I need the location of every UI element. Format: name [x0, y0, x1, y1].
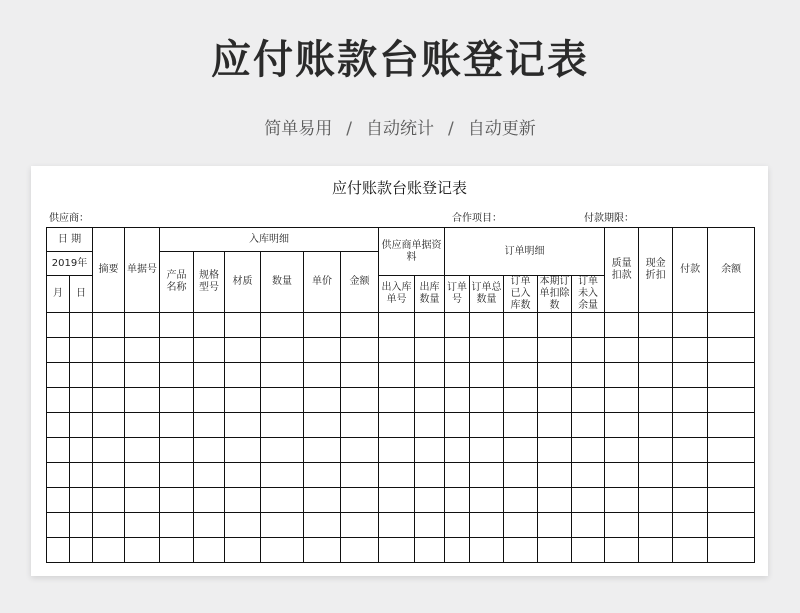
- ledger-cell[interactable]: [261, 363, 304, 388]
- order-total-qty-header: 订单总 数量: [470, 276, 504, 313]
- ledger-cell[interactable]: [160, 538, 194, 563]
- ledger-cell[interactable]: [504, 438, 538, 463]
- ledger-cell[interactable]: [445, 313, 470, 338]
- ledger-row: [47, 488, 755, 513]
- ledger-cell[interactable]: [93, 488, 125, 513]
- ledger-cell[interactable]: [304, 438, 341, 463]
- ledger-cell[interactable]: [125, 488, 160, 513]
- ledger-cell[interactable]: [470, 313, 504, 338]
- summary-header: 摘要: [93, 228, 125, 313]
- ledger-cell[interactable]: [415, 463, 445, 488]
- ledger-cell[interactable]: [194, 413, 225, 438]
- ledger-cell[interactable]: [445, 513, 470, 538]
- spec-model-header: 规格 型号: [194, 252, 225, 313]
- ledger-cell[interactable]: [125, 438, 160, 463]
- ledger-cell[interactable]: [639, 488, 673, 513]
- ledger-cell[interactable]: [639, 363, 673, 388]
- ledger-cell[interactable]: [304, 413, 341, 438]
- ledger-cell[interactable]: [160, 363, 194, 388]
- ledger-cell[interactable]: [160, 313, 194, 338]
- ledger-cell[interactable]: [379, 338, 415, 363]
- ledger-cell[interactable]: [261, 413, 304, 438]
- ledger-cell[interactable]: [415, 413, 445, 438]
- ledger-cell[interactable]: [504, 388, 538, 413]
- ledger-cell[interactable]: [379, 538, 415, 563]
- inbound-group-header: 入库明细: [160, 228, 379, 252]
- ledger-cell[interactable]: [93, 463, 125, 488]
- ledger-cell[interactable]: [639, 438, 673, 463]
- ledger-cell[interactable]: [708, 413, 755, 438]
- order-stocked-header: 订单 已入 库数: [504, 276, 538, 313]
- ledger-cell[interactable]: [504, 538, 538, 563]
- ledger-cell[interactable]: [673, 463, 708, 488]
- ledger-cell[interactable]: [261, 463, 304, 488]
- ledger-cell[interactable]: [341, 538, 379, 563]
- ledger-cell[interactable]: [470, 413, 504, 438]
- ledger-cell[interactable]: [504, 363, 538, 388]
- quality-deduction-header: 质量 扣款: [605, 228, 639, 313]
- ledger-cell[interactable]: [673, 338, 708, 363]
- ledger-cell[interactable]: [160, 463, 194, 488]
- ledger-cell[interactable]: [572, 313, 605, 338]
- ledger-cell[interactable]: [225, 388, 261, 413]
- ledger-cell[interactable]: [572, 363, 605, 388]
- ledger-cell[interactable]: [225, 513, 261, 538]
- ledger-cell[interactable]: [415, 488, 445, 513]
- ledger-cell[interactable]: [125, 388, 160, 413]
- ledger-cell[interactable]: [261, 313, 304, 338]
- ledger-cell[interactable]: [673, 438, 708, 463]
- ledger-cell[interactable]: [538, 363, 572, 388]
- ledger-cell[interactable]: [125, 338, 160, 363]
- hero-title: 应付账款台账登记表: [211, 37, 589, 83]
- order-remaining-header: 订单 未入 余量: [572, 276, 605, 313]
- ledger-cell[interactable]: [341, 338, 379, 363]
- year-header: 2019年: [47, 252, 93, 276]
- ledger-cell[interactable]: [70, 413, 93, 438]
- ledger-cell[interactable]: [341, 488, 379, 513]
- ledger-cell[interactable]: [538, 438, 572, 463]
- ledger-cell[interactable]: [304, 538, 341, 563]
- ledger-cell[interactable]: [304, 463, 341, 488]
- ledger-cell[interactable]: [572, 538, 605, 563]
- day-header: 日: [70, 276, 93, 313]
- ledger-cell[interactable]: [504, 338, 538, 363]
- ledger-cell[interactable]: [470, 363, 504, 388]
- ledger-cell[interactable]: [445, 463, 470, 488]
- ledger-cell[interactable]: [470, 488, 504, 513]
- ledger-cell[interactable]: [605, 388, 639, 413]
- ledger-cell[interactable]: [379, 388, 415, 413]
- ledger-cell[interactable]: [194, 463, 225, 488]
- ledger-cell[interactable]: [708, 513, 755, 538]
- ledger-cell[interactable]: [304, 363, 341, 388]
- unit-price-header: 单价: [304, 252, 341, 313]
- ledger-cell[interactable]: [379, 463, 415, 488]
- ledger-cell[interactable]: [639, 463, 673, 488]
- ledger-cell[interactable]: [673, 413, 708, 438]
- ledger-cell[interactable]: [445, 363, 470, 388]
- ledger-cell[interactable]: [415, 363, 445, 388]
- ledger-cell[interactable]: [341, 363, 379, 388]
- amount-header: 金额: [341, 252, 379, 313]
- ledger-cell[interactable]: [415, 438, 445, 463]
- ledger-row: [47, 413, 755, 438]
- ledger-cell[interactable]: [70, 463, 93, 488]
- ledger-cell[interactable]: [605, 313, 639, 338]
- ledger-cell[interactable]: [47, 538, 70, 563]
- ledger-cell[interactable]: [47, 363, 70, 388]
- ledger-cell[interactable]: [70, 488, 93, 513]
- doc-no-header: 单据号: [125, 228, 160, 313]
- ledger-cell[interactable]: [708, 388, 755, 413]
- ledger-cell[interactable]: [47, 388, 70, 413]
- ledger-cell[interactable]: [70, 363, 93, 388]
- ledger-cell[interactable]: [70, 538, 93, 563]
- balance-header: 余额: [708, 228, 755, 313]
- ledger-cell[interactable]: [194, 488, 225, 513]
- ledger-cell[interactable]: [93, 388, 125, 413]
- ledger-cell[interactable]: [538, 488, 572, 513]
- ledger-cell[interactable]: [605, 463, 639, 488]
- ledger-cell[interactable]: [673, 488, 708, 513]
- ledger-cell[interactable]: [304, 488, 341, 513]
- ledger-cell[interactable]: [708, 438, 755, 463]
- ledger-cell[interactable]: [673, 363, 708, 388]
- ledger-sheet: [31, 166, 768, 576]
- ledger-cell[interactable]: [538, 413, 572, 438]
- ledger-cell[interactable]: [379, 313, 415, 338]
- supplier-label: 供应商：: [49, 213, 89, 224]
- ledger-cell[interactable]: [445, 338, 470, 363]
- outbound-no-header: 出入库 单号: [379, 276, 415, 313]
- ledger-cell[interactable]: [225, 438, 261, 463]
- ledger-cell[interactable]: [504, 513, 538, 538]
- ledger-cell[interactable]: [572, 488, 605, 513]
- ledger-cell[interactable]: [538, 388, 572, 413]
- ledger-cell[interactable]: [194, 438, 225, 463]
- ledger-cell[interactable]: [160, 388, 194, 413]
- ledger-cell[interactable]: [194, 313, 225, 338]
- ledger-cell[interactable]: [304, 338, 341, 363]
- project-label: 合作项目：: [452, 213, 502, 224]
- ledger-cell[interactable]: [470, 338, 504, 363]
- period-label: 付款期限：: [584, 213, 634, 224]
- ledger-cell[interactable]: [304, 513, 341, 538]
- ledger-cell[interactable]: [225, 338, 261, 363]
- ledger-cell[interactable]: [504, 313, 538, 338]
- tag-separator: /: [346, 119, 352, 139]
- ledger-cell[interactable]: [470, 388, 504, 413]
- ledger-cell[interactable]: [708, 313, 755, 338]
- ledger-cell[interactable]: [225, 413, 261, 438]
- ledger-cell[interactable]: [47, 438, 70, 463]
- ledger-cell[interactable]: [225, 463, 261, 488]
- tag-easy: 简单易用: [264, 119, 333, 139]
- ledger-cell[interactable]: [125, 513, 160, 538]
- ledger-cell[interactable]: [261, 388, 304, 413]
- ledger-cell[interactable]: [572, 463, 605, 488]
- ledger-cell[interactable]: [304, 388, 341, 413]
- ledger-cell[interactable]: [225, 488, 261, 513]
- cash-discount-header: 现金 折扣: [639, 228, 673, 313]
- ledger-cell[interactable]: [605, 413, 639, 438]
- ledger-cell[interactable]: [445, 538, 470, 563]
- ledger-cell[interactable]: [70, 388, 93, 413]
- ledger-row: [47, 438, 755, 463]
- ledger-cell[interactable]: [194, 538, 225, 563]
- ledger-cell[interactable]: [379, 413, 415, 438]
- ledger-cell[interactable]: [304, 313, 341, 338]
- ledger-cell[interactable]: [225, 363, 261, 388]
- ledger-row: [47, 388, 755, 413]
- ledger-cell[interactable]: [673, 538, 708, 563]
- ledger-cell[interactable]: [605, 513, 639, 538]
- ledger-cell[interactable]: [341, 513, 379, 538]
- ledger-cell[interactable]: [470, 438, 504, 463]
- ledger-cell[interactable]: [639, 313, 673, 338]
- ledger-cell[interactable]: [261, 438, 304, 463]
- ledger-cell[interactable]: [47, 463, 70, 488]
- date-header: 日 期: [47, 228, 93, 252]
- ledger-cell[interactable]: [605, 363, 639, 388]
- quantity-header: 数量: [261, 252, 304, 313]
- ledger-cell[interactable]: [415, 338, 445, 363]
- ledger-cell[interactable]: [125, 413, 160, 438]
- ledger-cell[interactable]: [47, 413, 70, 438]
- ledger-cell[interactable]: [125, 313, 160, 338]
- ledger-cell[interactable]: [504, 488, 538, 513]
- ledger-cell[interactable]: [47, 488, 70, 513]
- ledger-cell[interactable]: [93, 313, 125, 338]
- ledger-cell[interactable]: [445, 413, 470, 438]
- ledger-row: [47, 463, 755, 488]
- material-header: 材质: [225, 252, 261, 313]
- ledger-cell[interactable]: [93, 413, 125, 438]
- ledger-cell[interactable]: [708, 363, 755, 388]
- tag-separator: /: [448, 119, 454, 139]
- ledger-cell[interactable]: [125, 538, 160, 563]
- ledger-cell[interactable]: [261, 338, 304, 363]
- ledger-cell[interactable]: [379, 513, 415, 538]
- ledger-cell[interactable]: [673, 513, 708, 538]
- hero-subtitle: [0, 114, 800, 139]
- ledger-cell[interactable]: [225, 538, 261, 563]
- ledger-cell[interactable]: [379, 488, 415, 513]
- ledger-cell[interactable]: [93, 538, 125, 563]
- ledger-cell[interactable]: [194, 388, 225, 413]
- ledger-cell[interactable]: [504, 463, 538, 488]
- ledger-cell[interactable]: [70, 513, 93, 538]
- product-name-header: 产品 名称: [160, 252, 194, 313]
- ledger-cell[interactable]: [445, 388, 470, 413]
- ledger-cell[interactable]: [415, 313, 445, 338]
- ledger-cell[interactable]: [261, 488, 304, 513]
- ledger-cell[interactable]: [341, 313, 379, 338]
- ledger-cell[interactable]: [572, 513, 605, 538]
- ledger-row: [47, 513, 755, 538]
- ledger-cell[interactable]: [93, 438, 125, 463]
- ledger-cell[interactable]: [415, 388, 445, 413]
- ledger-cell[interactable]: [160, 513, 194, 538]
- ledger-row: [47, 363, 755, 388]
- ledger-cell[interactable]: [47, 338, 70, 363]
- ledger-cell[interactable]: [708, 338, 755, 363]
- ledger-cell[interactable]: [572, 338, 605, 363]
- ledger-cell[interactable]: [93, 338, 125, 363]
- ledger-cell[interactable]: [538, 313, 572, 338]
- ledger-cell[interactable]: [673, 388, 708, 413]
- ledger-cell[interactable]: [605, 488, 639, 513]
- sheet-title: 应付账款台账登记表: [331, 179, 467, 197]
- tag-auto-stats: 自动统计: [366, 119, 434, 139]
- ledger-cell[interactable]: [261, 538, 304, 563]
- ledger-cell[interactable]: [194, 338, 225, 363]
- ledger-cell[interactable]: [572, 388, 605, 413]
- supplier-docs-header: 供应商单据资料: [379, 228, 445, 276]
- ledger-cell[interactable]: [160, 438, 194, 463]
- ledger-cell[interactable]: [470, 513, 504, 538]
- ledger-cell[interactable]: [415, 538, 445, 563]
- ledger-cell[interactable]: [194, 513, 225, 538]
- ledger-cell[interactable]: [708, 463, 755, 488]
- ledger-cell[interactable]: [47, 313, 70, 338]
- ledger-cell[interactable]: [639, 538, 673, 563]
- ledger-cell[interactable]: [708, 538, 755, 563]
- ledger-cell[interactable]: [470, 463, 504, 488]
- ledger-cell[interactable]: [538, 338, 572, 363]
- ledger-cell[interactable]: [47, 513, 70, 538]
- ledger-row: [47, 338, 755, 363]
- ledger-cell[interactable]: [160, 413, 194, 438]
- ledger-cell[interactable]: [160, 338, 194, 363]
- ledger-cell[interactable]: [639, 338, 673, 363]
- ledger-cell[interactable]: [160, 488, 194, 513]
- ledger-cell[interactable]: [70, 338, 93, 363]
- ledger-cell[interactable]: [605, 438, 639, 463]
- ledger-cell[interactable]: [125, 363, 160, 388]
- tag-auto-update: 自动更新: [467, 119, 536, 139]
- ledger-cell[interactable]: [261, 513, 304, 538]
- ledger-table: [46, 227, 755, 563]
- ledger-cell[interactable]: [538, 463, 572, 488]
- ledger-cell[interactable]: [70, 313, 93, 338]
- ledger-cell[interactable]: [379, 438, 415, 463]
- order-no-header: 订单 号: [445, 276, 470, 313]
- ledger-cell[interactable]: [445, 438, 470, 463]
- ledger-cell[interactable]: [445, 488, 470, 513]
- ledger-cell[interactable]: [470, 538, 504, 563]
- ledger-cell[interactable]: [379, 363, 415, 388]
- ledger-cell[interactable]: [93, 513, 125, 538]
- ledger-cell[interactable]: [673, 313, 708, 338]
- period-deduction-header: 本期订 单扣除 数: [539, 276, 570, 311]
- ledger-cell[interactable]: [639, 388, 673, 413]
- ledger-cell[interactable]: [605, 538, 639, 563]
- ledger-cell[interactable]: [93, 363, 125, 388]
- ledger-cell[interactable]: [605, 338, 639, 363]
- ledger-cell[interactable]: [70, 438, 93, 463]
- ledger-cell[interactable]: [341, 438, 379, 463]
- ledger-row: [47, 538, 755, 563]
- ledger-cell[interactable]: [415, 513, 445, 538]
- outbound-qty-header: 出库 数量: [415, 276, 445, 313]
- ledger-cell[interactable]: [572, 438, 605, 463]
- order-group-header: 订单明细: [445, 228, 605, 276]
- month-header: 月: [47, 276, 70, 313]
- ledger-cell[interactable]: [194, 363, 225, 388]
- ledger-cell[interactable]: [341, 463, 379, 488]
- ledger-cell[interactable]: [572, 413, 605, 438]
- ledger-cell[interactable]: [504, 413, 538, 438]
- ledger-cell[interactable]: [538, 513, 572, 538]
- ledger-cell[interactable]: [225, 313, 261, 338]
- ledger-row: [47, 313, 755, 338]
- ledger-cell[interactable]: [341, 388, 379, 413]
- ledger-cell[interactable]: [639, 513, 673, 538]
- ledger-cell[interactable]: [341, 413, 379, 438]
- ledger-cell[interactable]: [639, 413, 673, 438]
- ledger-cell[interactable]: [538, 538, 572, 563]
- ledger-cell[interactable]: [125, 463, 160, 488]
- ledger-cell[interactable]: [708, 488, 755, 513]
- payment-header: 付款: [673, 228, 708, 313]
